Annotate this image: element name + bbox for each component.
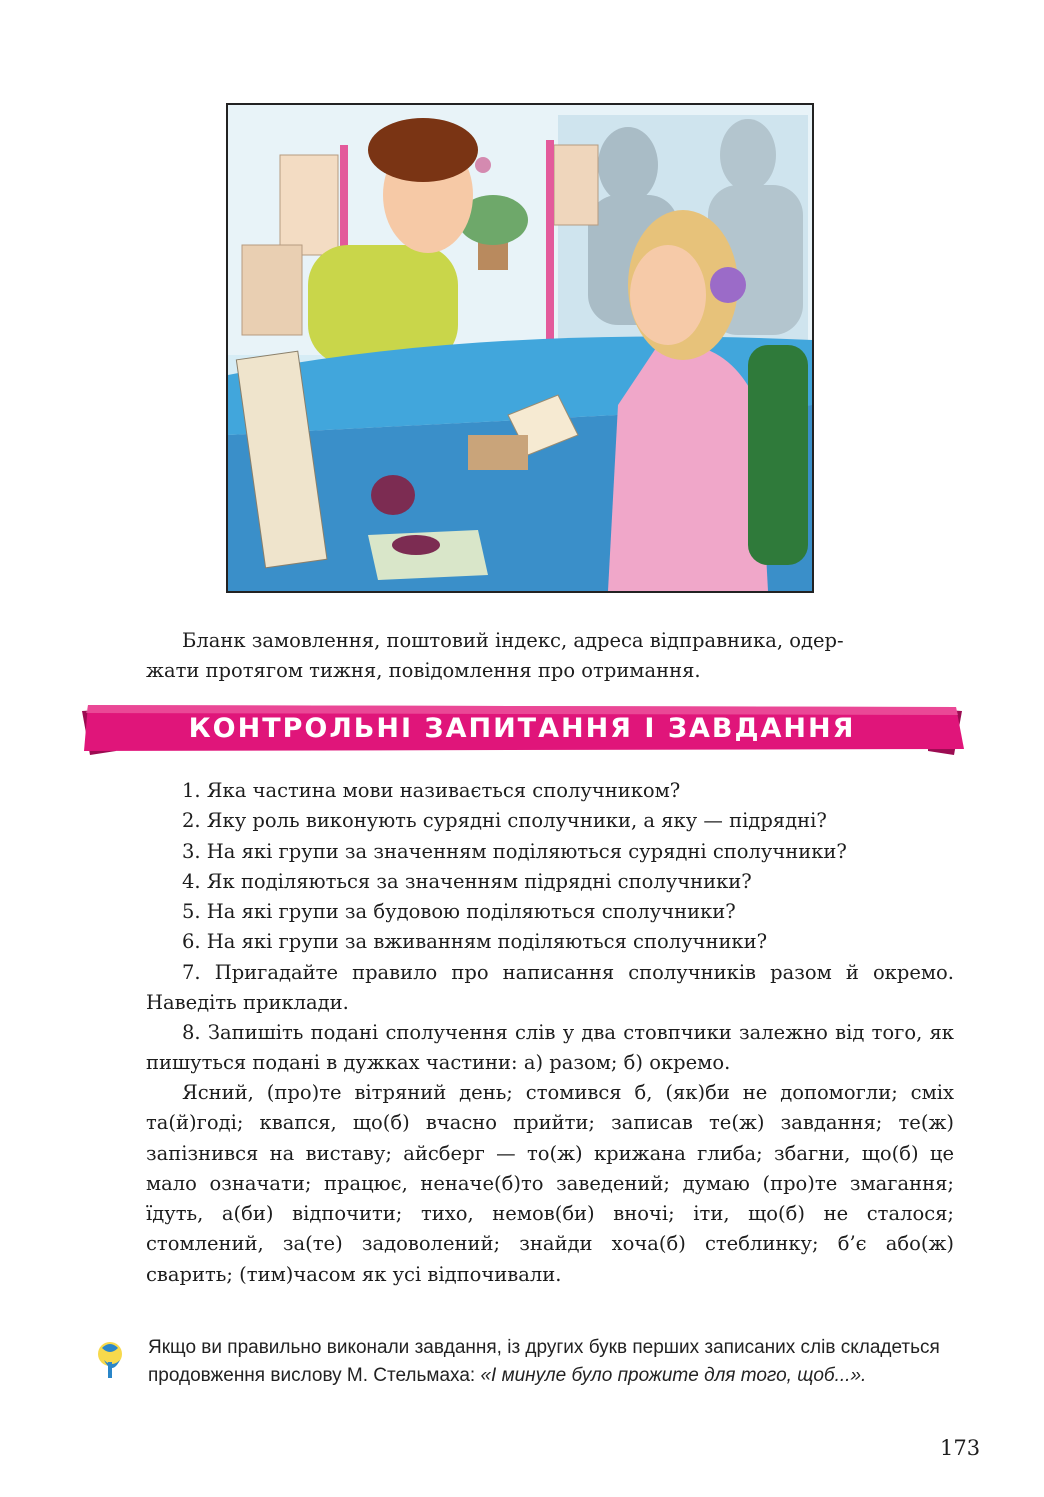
questions-list — [146, 776, 954, 958]
section-banner — [76, 703, 968, 759]
section-title: КОНТРОЛЬНІ ЗАПИТАННЯ І ЗАВДАННЯ — [188, 712, 856, 744]
question-6: 6. На які групи за вживанням поділяються сполучники? — [182, 930, 768, 954]
question-4: 4. Як поділяються за значенням підрядні сполучники? — [182, 869, 752, 893]
task-8: 8. Запишіть подані сполучення слів у два стовпчики залежно від того, як пишуться подані в дужках частини: а) разом; б) окремо. — [146, 1021, 954, 1075]
hint-note — [148, 1334, 954, 1390]
exercise-text: Ясний, (про)те вітряний день; стомився б, (як)би не допомогли; сміх та(й)годі; квапся, що(б) вчасно прийти; записав те(ж) завдання; те(ж) запізнився на виставу; айсберг — то(ж) крижана глиба; збагни, що(б) це мало означати; працює, неначе(б)то заведений; думаю (про)те змагання; їдуть, а(би) відпочити; тихо, немов(би) вночі; іти, що(б) не сталося; стомлений, за(те) задоволений; знайди хоча(б) стеблинку; б’є або(ж) сварить; (тим)часом як усі відпочивали. — [146, 1081, 954, 1286]
intro-line-2: жати протягом тижня, повідомлення про отримання. — [146, 659, 701, 683]
task-7: 7. Пригадайте правило про написання сполучників разом й окремо. Наведіть приклади. — [146, 961, 954, 1015]
hint-text: Якщо ви правильно виконали завдання, із других букв перших записаних слів складеться продовження вислову М. Стельмаха: — [148, 1337, 940, 1386]
intro-line-1: Бланк замовлення, поштовий індекс, адреса відправника, одер- — [182, 629, 844, 652]
hint-icon — [96, 1338, 128, 1382]
post-office-illustration — [226, 103, 814, 593]
page-number: 173 — [940, 1436, 981, 1460]
intro-paragraph — [146, 626, 954, 687]
question-5: 5. На які групи за будовою поділяються сполучники? — [182, 900, 736, 924]
question-2: 2. Яку роль виконують сурядні сполучники, а яку — підрядні? — [182, 809, 827, 833]
question-1: 1. Яка частина мови називається сполучником? — [182, 779, 681, 802]
question-3: 3. На які групи за значенням поділяються сурядні сполучники? — [182, 839, 847, 863]
hint-quote: «І минуле було прожите для того, щоб...». — [480, 1365, 867, 1386]
